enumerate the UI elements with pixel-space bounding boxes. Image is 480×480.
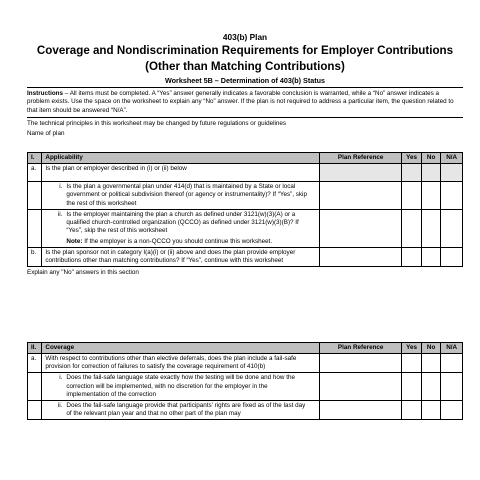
section-1-header-row (28, 153, 463, 164)
sub-item-text: Is the employer maintaining the plan a church as defined under 3121(w)(3)(A) or a qualified church-controlled organization (QCCO) as defined under 3121(w)(3)(B)? If “Yes”, skip the rest of this worksheet (66, 210, 299, 234)
table-row (28, 182, 463, 209)
no-header: No (421, 153, 441, 164)
na-cell[interactable] (441, 373, 463, 400)
no-cell[interactable] (421, 373, 441, 400)
section-2-header-row (28, 343, 463, 354)
item-key-empty (28, 400, 42, 419)
instructions-label: Instructions (27, 90, 64, 97)
sub-item-text: Does the fail-safe language provide that participants' rights are fixed as of the last day of the relevant plan year and that no other part of the plan may (66, 401, 306, 417)
instructions (27, 90, 463, 115)
yes-cell[interactable] (402, 209, 422, 247)
item-key-empty (28, 373, 42, 400)
note-label: Note: (66, 237, 83, 245)
sub-item (42, 373, 320, 400)
no-cell[interactable] (421, 354, 441, 373)
sub-item-key: i. (59, 183, 63, 191)
section-applicability-table (27, 152, 463, 267)
instructions-divider (27, 117, 463, 118)
table-row (28, 164, 463, 182)
plan-reference-header: Plan Reference (320, 343, 402, 354)
no-cell[interactable] (421, 209, 441, 247)
section-1-number: I. (28, 153, 42, 164)
note-text: If the employer is a non-QCCO you should continue this worksheet. (82, 237, 273, 245)
na-cell[interactable] (441, 209, 463, 247)
section-1-title: Applicability (42, 153, 320, 164)
no-cell[interactable] (421, 182, 441, 209)
section-coverage-table (27, 342, 463, 420)
table-row (28, 247, 463, 266)
header-divider (27, 87, 463, 88)
explain-label: Explain any "No" answers in this section (27, 269, 139, 277)
plan-reference-cell[interactable] (320, 182, 402, 209)
na-cell[interactable] (441, 182, 463, 209)
plan-reference-cell[interactable] (320, 354, 402, 373)
explain-no-answers-area[interactable] (27, 269, 463, 342)
plan-reference-cell[interactable] (320, 247, 402, 266)
sub-item (42, 209, 320, 247)
item-key-empty (28, 182, 42, 209)
item-text: Is the plan sponsor not in category I(a)(i) or (ii) above and does the plan provide employer contributions other than matching contributions? If “Yes”, continue with this worksheet (42, 247, 320, 266)
yes-cell[interactable] (402, 354, 422, 373)
yes-header: Yes (402, 153, 422, 164)
sub-item-text: Is the plan a governmental plan under 414(d) that is maintained by a State or local government or political subdivision thereof (or agency or instrumentality)? If “Yes”, skip the rest of this worksheet (66, 183, 307, 207)
plan-reference-cell[interactable] (320, 373, 402, 400)
sub-item (42, 182, 320, 209)
no-cell[interactable] (421, 247, 441, 266)
sub-item-key: ii. (57, 210, 63, 218)
item-key: b. (28, 247, 42, 266)
item-text: Is the plan or employer described in (i) or (ii) below (42, 164, 320, 182)
plan-reference-cell[interactable] (320, 209, 402, 247)
na-cell[interactable] (441, 400, 463, 419)
plan-reference-cell[interactable] (320, 400, 402, 419)
name-of-plan-field[interactable] (27, 138, 463, 152)
yes-cell[interactable] (402, 182, 422, 209)
no-cell[interactable] (421, 400, 441, 419)
sub-item-text: Does the fail-safe language state exactly how the testing will be done and how the correction will be implemented, with no discretion for the employer in the implementation of the correction (66, 374, 295, 398)
yes-cell (402, 164, 422, 182)
na-cell[interactable] (441, 354, 463, 373)
na-cell (441, 164, 463, 182)
worksheet-subtitle: Worksheet 5B – Determination of 403(b) Status (164, 76, 326, 85)
sub-item-key: ii. (57, 401, 63, 409)
table-row (28, 354, 463, 373)
item-key-empty (28, 209, 42, 247)
sub-item-key: i. (59, 374, 63, 382)
technical-note: The technical principles in this worksheet may be changed by future regulations or guidelines (27, 120, 287, 128)
na-cell[interactable] (441, 247, 463, 266)
section-2-title: Coverage (42, 343, 320, 354)
plan-reference-cell (320, 164, 402, 182)
instructions-text: – All items must be completed. A “Yes” answer generally indicates a favorable conclusion is warranted, while a “No” answer indicates a problem exists. Use the space on the worksheet to explain any “No” answer. If the plan is not required to address a particular item, the question related to that item should be answered “N/A”. (27, 90, 454, 114)
table-row (28, 400, 463, 419)
yes-header: Yes (402, 343, 422, 354)
item-key: a. (28, 354, 42, 373)
table-row (28, 373, 463, 400)
no-header: No (421, 343, 441, 354)
title-line-3: (Other than Matching Contributions) (145, 60, 345, 73)
title-line-2: Coverage and Nondiscrimination Requirements for Employer Contributions (36, 44, 454, 57)
name-of-plan-label: Name of plan (27, 130, 65, 138)
na-header: N/A (441, 153, 463, 164)
plan-reference-header: Plan Reference (320, 153, 402, 164)
yes-cell[interactable] (402, 373, 422, 400)
yes-cell[interactable] (402, 400, 422, 419)
note (66, 238, 312, 246)
na-header: N/A (441, 343, 463, 354)
title-line-1: 403(b) Plan (222, 32, 268, 42)
item-key: a. (28, 164, 42, 182)
no-cell (421, 164, 441, 182)
item-text: With respect to contributions other than elective deferrals, does the plan include a fail-safe provision for correction of failures to satisfy the coverage requirement of 410(b) (42, 354, 320, 373)
section-2-number: II. (28, 343, 42, 354)
sub-item (42, 400, 320, 419)
table-row (28, 209, 463, 247)
yes-cell[interactable] (402, 247, 422, 266)
